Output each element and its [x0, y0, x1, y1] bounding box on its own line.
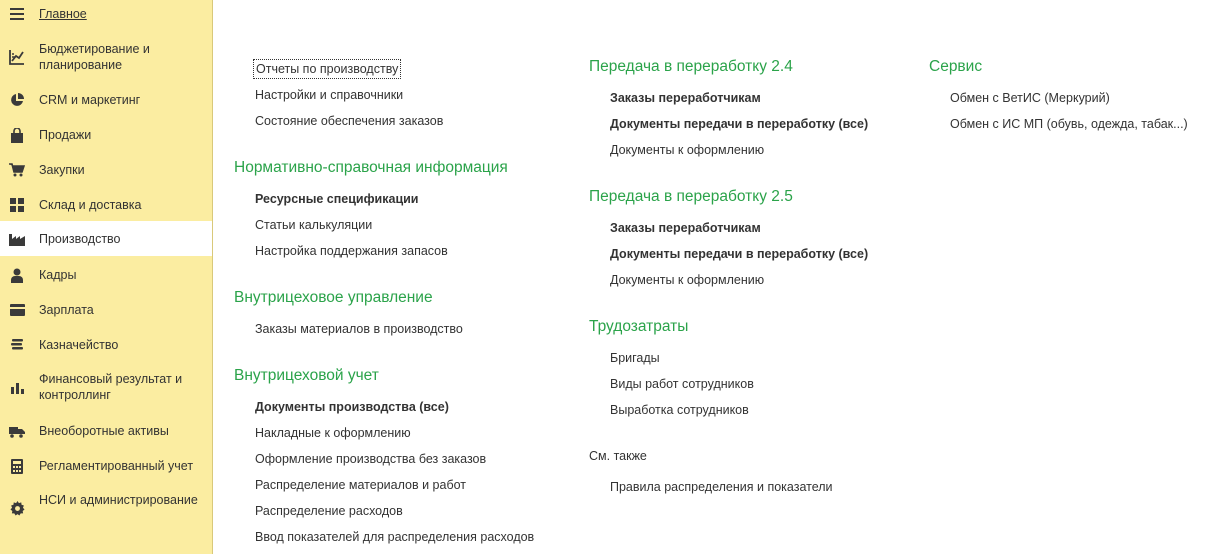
- sidebar-item-label: Склад и доставка: [39, 198, 142, 212]
- sidebar-item-finresult[interactable]: [0, 370, 212, 404]
- link-expense-distribution[interactable]: Распределение расходов: [255, 504, 403, 518]
- sidebar-item-label: Зарплата: [39, 303, 94, 317]
- link-stock-maintenance-settings[interactable]: Настройка поддержания запасов: [255, 244, 448, 258]
- sidebar-item-label: Производство: [39, 232, 121, 246]
- sidebar-item-sales[interactable]: [0, 125, 212, 145]
- sidebar-item-hr[interactable]: [0, 265, 212, 285]
- link-order-supply-status[interactable]: Состояние обеспечения заказов: [255, 114, 444, 128]
- sidebar-item-warehouse[interactable]: [0, 195, 212, 215]
- section-title-shop-management: Внутрицеховое управление: [234, 289, 433, 306]
- section-title-labor: Трудозатраты: [589, 318, 689, 335]
- link-work-types[interactable]: Виды работ сотрудников: [610, 377, 754, 391]
- menu-icon: [9, 6, 25, 22]
- sidebar-item-treasury[interactable]: [0, 335, 212, 355]
- link-distribution-indicators-input[interactable]: Ввод показателей для распределения расходов: [255, 530, 535, 544]
- sidebar-item-label: Казначейство: [39, 338, 119, 352]
- warehouse-grid-icon: [9, 197, 25, 213]
- link-employee-output[interactable]: Выработка сотрудников: [610, 403, 749, 417]
- budget-chart-icon: [9, 49, 25, 65]
- section-title-nsi: Нормативно-справочная информация: [234, 159, 508, 176]
- link-documents-to-process-25[interactable]: Документы к оформлению: [610, 273, 765, 287]
- section-title-processing-24: Передача в переработку 2.4: [589, 58, 793, 75]
- truck-icon: [9, 423, 25, 439]
- sidebar: [0, 0, 213, 554]
- link-distribution-rules[interactable]: Правила распределения и показатели: [610, 480, 833, 494]
- link-production-documents-all[interactable]: Документы производства (все): [255, 400, 449, 414]
- sidebar-item-label: Продажи: [39, 128, 92, 142]
- sidebar-item-label: CRM и маркетинг: [39, 93, 141, 107]
- link-materials-works-distribution[interactable]: Распределение материалов и работ: [255, 478, 467, 492]
- calculator-icon: [9, 458, 25, 474]
- link-documents-to-process-24[interactable]: Документы к оформлению: [610, 143, 765, 157]
- link-resource-specs[interactable]: Ресурсные спецификации: [255, 192, 419, 206]
- link-material-orders[interactable]: Заказы материалов в производство: [255, 322, 463, 336]
- coins-icon: [9, 337, 25, 353]
- sidebar-item-admin[interactable]: [0, 491, 212, 525]
- link-processor-orders-24[interactable]: Заказы переработчикам: [610, 91, 761, 105]
- section-title-service: Сервис: [929, 58, 983, 75]
- link-cost-items[interactable]: Статьи калькуляции: [255, 218, 373, 232]
- link-settings-directories[interactable]: Настройки и справочники: [255, 88, 404, 102]
- sidebar-item-regulated[interactable]: [0, 456, 212, 476]
- section-title-processing-25: Передача в переработку 2.5: [589, 188, 793, 205]
- section-title-shop-accounting: Внутрицеховой учет: [234, 367, 379, 384]
- factory-icon: [9, 231, 25, 247]
- link-production-without-orders[interactable]: Оформление производства без заказов: [255, 452, 487, 466]
- sidebar-item-label: Финансовый результат и контроллинг: [39, 372, 183, 402]
- pie-chart-icon: [9, 92, 25, 108]
- sidebar-item-salary[interactable]: [0, 300, 212, 320]
- sidebar-item-label: Внеоборотные активы: [39, 424, 169, 438]
- link-brigades[interactable]: Бригады: [610, 351, 660, 365]
- sidebar-item-label: Регламентированный учет: [39, 459, 194, 473]
- link-production-reports[interactable]: Отчеты по производству: [256, 62, 399, 76]
- sidebar-item-purchases[interactable]: [0, 160, 212, 180]
- sidebar-item-budget[interactable]: [0, 40, 212, 74]
- link-transfer-documents-all-24[interactable]: Документы передачи в переработку (все): [610, 117, 869, 131]
- link-waybills-to-process[interactable]: Накладные к оформлению: [255, 426, 411, 440]
- see-also-title: См. также: [589, 449, 647, 463]
- gear-icon: [9, 500, 25, 516]
- sidebar-item-crm[interactable]: [0, 90, 212, 110]
- link-ismp-exchange[interactable]: Обмен с ИС МП (обувь, одежда, табак...): [950, 117, 1188, 131]
- cart-icon: [9, 162, 25, 178]
- wallet-icon: [9, 302, 25, 318]
- person-icon: [9, 267, 25, 283]
- sidebar-item-label: Бюджетирование и планирование: [39, 42, 150, 72]
- sidebar-item-production[interactable]: [0, 221, 212, 256]
- sidebar-item-label: НСИ и администрирование: [39, 493, 198, 507]
- link-processor-orders-25[interactable]: Заказы переработчикам: [610, 221, 761, 235]
- bar-chart-icon: [9, 379, 25, 395]
- sidebar-item-label: Закупки: [39, 163, 85, 177]
- shopping-bag-icon: [9, 127, 25, 143]
- sidebar-item-main[interactable]: [0, 4, 212, 24]
- link-transfer-documents-all-25[interactable]: Документы передачи в переработку (все): [610, 247, 869, 261]
- sidebar-item-assets[interactable]: [0, 421, 212, 441]
- sidebar-item-label: Кадры: [39, 268, 77, 282]
- link-vetis-exchange[interactable]: Обмен с ВетИС (Меркурий): [950, 91, 1110, 105]
- sidebar-item-label: Главное: [39, 7, 87, 21]
